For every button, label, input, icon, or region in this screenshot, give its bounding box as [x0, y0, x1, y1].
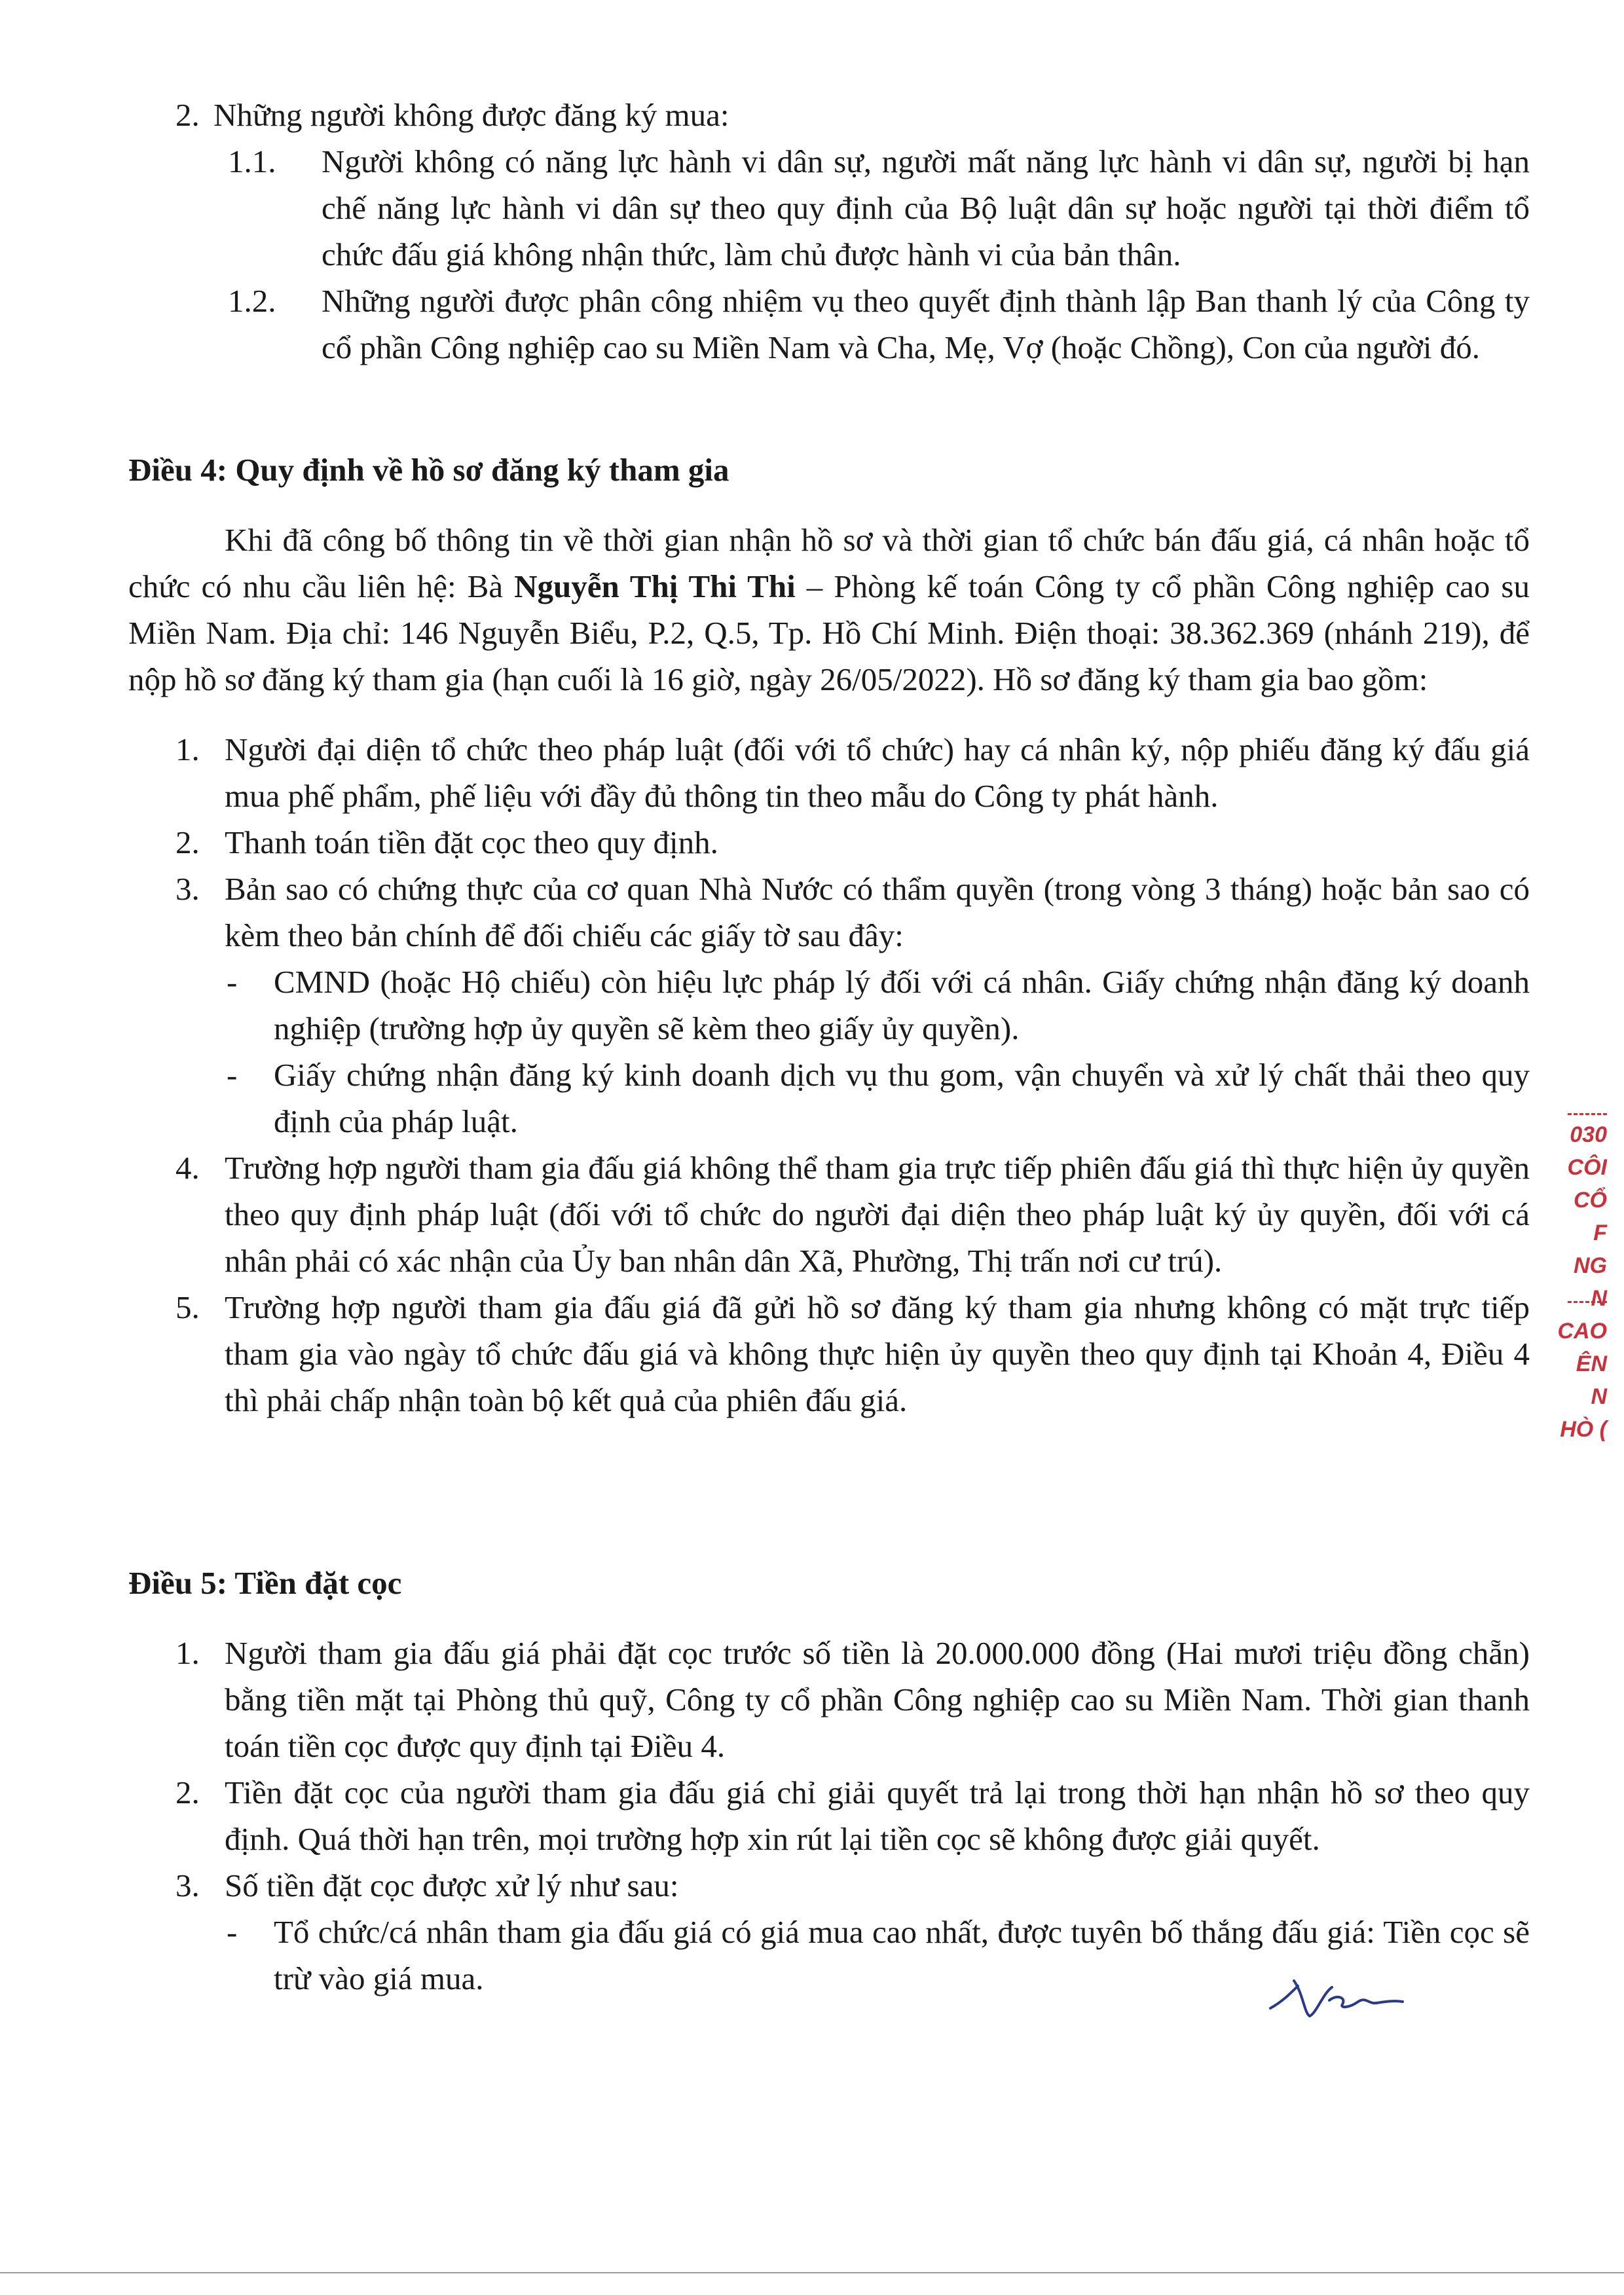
- list-text: Giấy chứng nhận đăng ký kinh doanh dịch vụ thu gom, vận chuyển và xử lý chất thải theo quy định của pháp luật.: [274, 1057, 1530, 1139]
- list-bullet: -: [227, 1914, 238, 1950]
- seal-edge: [1568, 1301, 1607, 1303]
- list-number: 1.: [175, 1635, 200, 1671]
- list-number: 1.1.: [228, 143, 276, 179]
- ineligible-section: [128, 92, 1530, 371]
- seal-text: CỔ F: [1574, 1188, 1607, 1245]
- list-number: 2.: [175, 824, 200, 860]
- list-item: [128, 1862, 1530, 1909]
- list-text: Những người được phân công nhiệm vụ theo quyết định thành lập Ban thanh lý của Công ty cổ phần Công nghiệp cao su Miền Nam và Cha, Mẹ, Vợ (hoặc Chồng), Con của người đó.: [322, 283, 1530, 365]
- article-4-list: [128, 726, 1530, 1423]
- list-item: [128, 1769, 1530, 1862]
- list-item: [128, 726, 1530, 819]
- list-item: [128, 1630, 1530, 1769]
- seal-text: HÒ (: [1560, 1417, 1607, 1442]
- list-item: [128, 278, 1530, 371]
- ineligible-heading: [128, 92, 1530, 138]
- intro-text: – Phòng kế toán Công ty cổ phần Công nghiệp cao su Miền Nam. Địa chỉ: 146 Nguyễn Biểu, P.2, Q.5, Tp. Hồ Chí Minh. Điện thoại: 38.362.369 (nhánh 219), để nộp hồ sơ đăng ký tham gia (hạn cuối là 16 giờ, ngày 26/05/2022). Hồ sơ đăng ký tham gia bao gồm:: [128, 568, 1530, 697]
- seal-text: CÔI: [1567, 1155, 1607, 1180]
- article-5: [128, 1560, 1530, 2002]
- list-bullet: -: [227, 964, 238, 1000]
- intro-text: Khi đã công bố thông tin về thời gian nhận hồ sơ và thời gian tổ chức bán đấu giá, cá nhân hoặc tổ chức có nhu cầu liên hệ: Bà: [128, 522, 1530, 604]
- company-seal-fragment: [1555, 1113, 1607, 1442]
- list-text: Thanh toán tiền đặt cọc theo quy định.: [225, 824, 718, 860]
- list-number: 3.: [175, 1867, 200, 1903]
- list-text: Tiền đặt cọc của người tham gia đấu giá chỉ giải quyết trả lại trong thời hạn nhận hồ sơ theo quy định. Quá thời hạn trên, mọi trường hợp xin rút lại tiền cọc sẽ không được giải quyết.: [225, 1774, 1530, 1857]
- list-item: [128, 1145, 1530, 1284]
- list-item: [128, 138, 1530, 278]
- list-subitem: [128, 959, 1530, 1052]
- seal-text: CAO: [1557, 1319, 1607, 1344]
- list-text: Những người không được đăng ký mua:: [213, 97, 729, 133]
- list-item: [128, 866, 1530, 959]
- list-number: 4.: [175, 1150, 200, 1186]
- list-number: 2.: [175, 97, 200, 133]
- contact-name: Nguyễn Thị Thi Thi: [514, 568, 796, 604]
- article-4-intro: [128, 517, 1530, 703]
- signature-initials: [1264, 1968, 1421, 2027]
- seal-text: NG N: [1574, 1253, 1607, 1311]
- list-subitem: [128, 1052, 1530, 1145]
- list-number: 1.2.: [228, 283, 276, 319]
- list-bullet: -: [227, 1057, 238, 1093]
- page-bottom-rule: [0, 2272, 1624, 2273]
- list-text: CMND (hoặc Hộ chiếu) còn hiệu lực pháp lý đối với cá nhân. Giấy chứng nhận đăng ký doanh nghiệp (trường hợp ủy quyền sẽ kèm theo giấy ủy quyền).: [274, 964, 1530, 1046]
- list-number: 5.: [175, 1289, 200, 1325]
- article-4-title: Điều 4: Quy định về hồ sơ đăng ký tham gia: [128, 452, 729, 488]
- article-5-title: Điều 5: Tiền đặt cọc: [128, 1565, 402, 1601]
- seal-edge: [1568, 1113, 1607, 1115]
- list-number: 3.: [175, 871, 200, 907]
- list-text: Bản sao có chứng thực của cơ quan Nhà Nước có thẩm quyền (trong vòng 3 tháng) hoặc bản sao có kèm theo bản chính để đối chiếu các giấy tờ sau đây:: [225, 871, 1530, 953]
- list-text: Trường hợp người tham gia đấu giá đã gửi hồ sơ đăng ký tham gia nhưng không có mặt trực tiếp tham gia vào ngày tổ chức đấu giá và không thực hiện ủy quyền theo quy định tại Khoản 4, Điều 4 thì phải chấp nhận toàn bộ kết quả của phiên đấu giá.: [225, 1289, 1530, 1418]
- seal-text: 030: [1570, 1122, 1607, 1147]
- list-item: [128, 1284, 1530, 1423]
- list-number: 1.: [175, 731, 200, 767]
- list-text: Người tham gia đấu giá phải đặt cọc trước số tiền là 20.000.000 đồng (Hai mươi triệu đồng chẵn) bằng tiền mặt tại Phòng thủ quỹ, Công ty cổ phần Công nghiệp cao su Miền Nam. Thời gian thanh toán tiền cọc được quy định tại Điều 4.: [225, 1635, 1530, 1764]
- list-text: Người không có năng lực hành vi dân sự, người mất năng lực hành vi dân sự, người bị hạn chế năng lực hành vi dân sự theo quy định của Bộ luật dân sự hoặc người tại thời điểm tổ chức đấu giá không nhận thức, làm chủ được hành vi của bản thân.: [322, 143, 1530, 272]
- list-text: Người đại diện tổ chức theo pháp luật (đối với tổ chức) hay cá nhân ký, nộp phiếu đăng ký đấu giá mua phế phẩm, phế liệu với đầy đủ thông tin theo mẫu do Công ty phát hành.: [225, 731, 1530, 814]
- list-number: 2.: [175, 1774, 200, 1810]
- list-text: Tổ chức/cá nhân tham gia đấu giá có giá mua cao nhất, được tuyên bố thắng đấu giá: Tiền cọc sẽ trừ vào giá mua.: [274, 1914, 1530, 1996]
- article-5-list: [128, 1630, 1530, 2002]
- list-item: [128, 819, 1530, 866]
- article-4: [128, 447, 1530, 1423]
- list-text: Số tiền đặt cọc được xử lý như sau:: [225, 1867, 679, 1903]
- list-text: Trường hợp người tham gia đấu giá không thể tham gia trực tiếp phiên đấu giá thì thực hiện ủy quyền theo quy định pháp luật (đối với tổ chức do người đại diện theo pháp luật ký ủy quyền, đối với cá nhân phải có xác nhận của Ủy ban nhân dân Xã, Phường, Thị trấn nơi cư trú).: [225, 1150, 1530, 1279]
- seal-text: ÊN N: [1576, 1351, 1607, 1409]
